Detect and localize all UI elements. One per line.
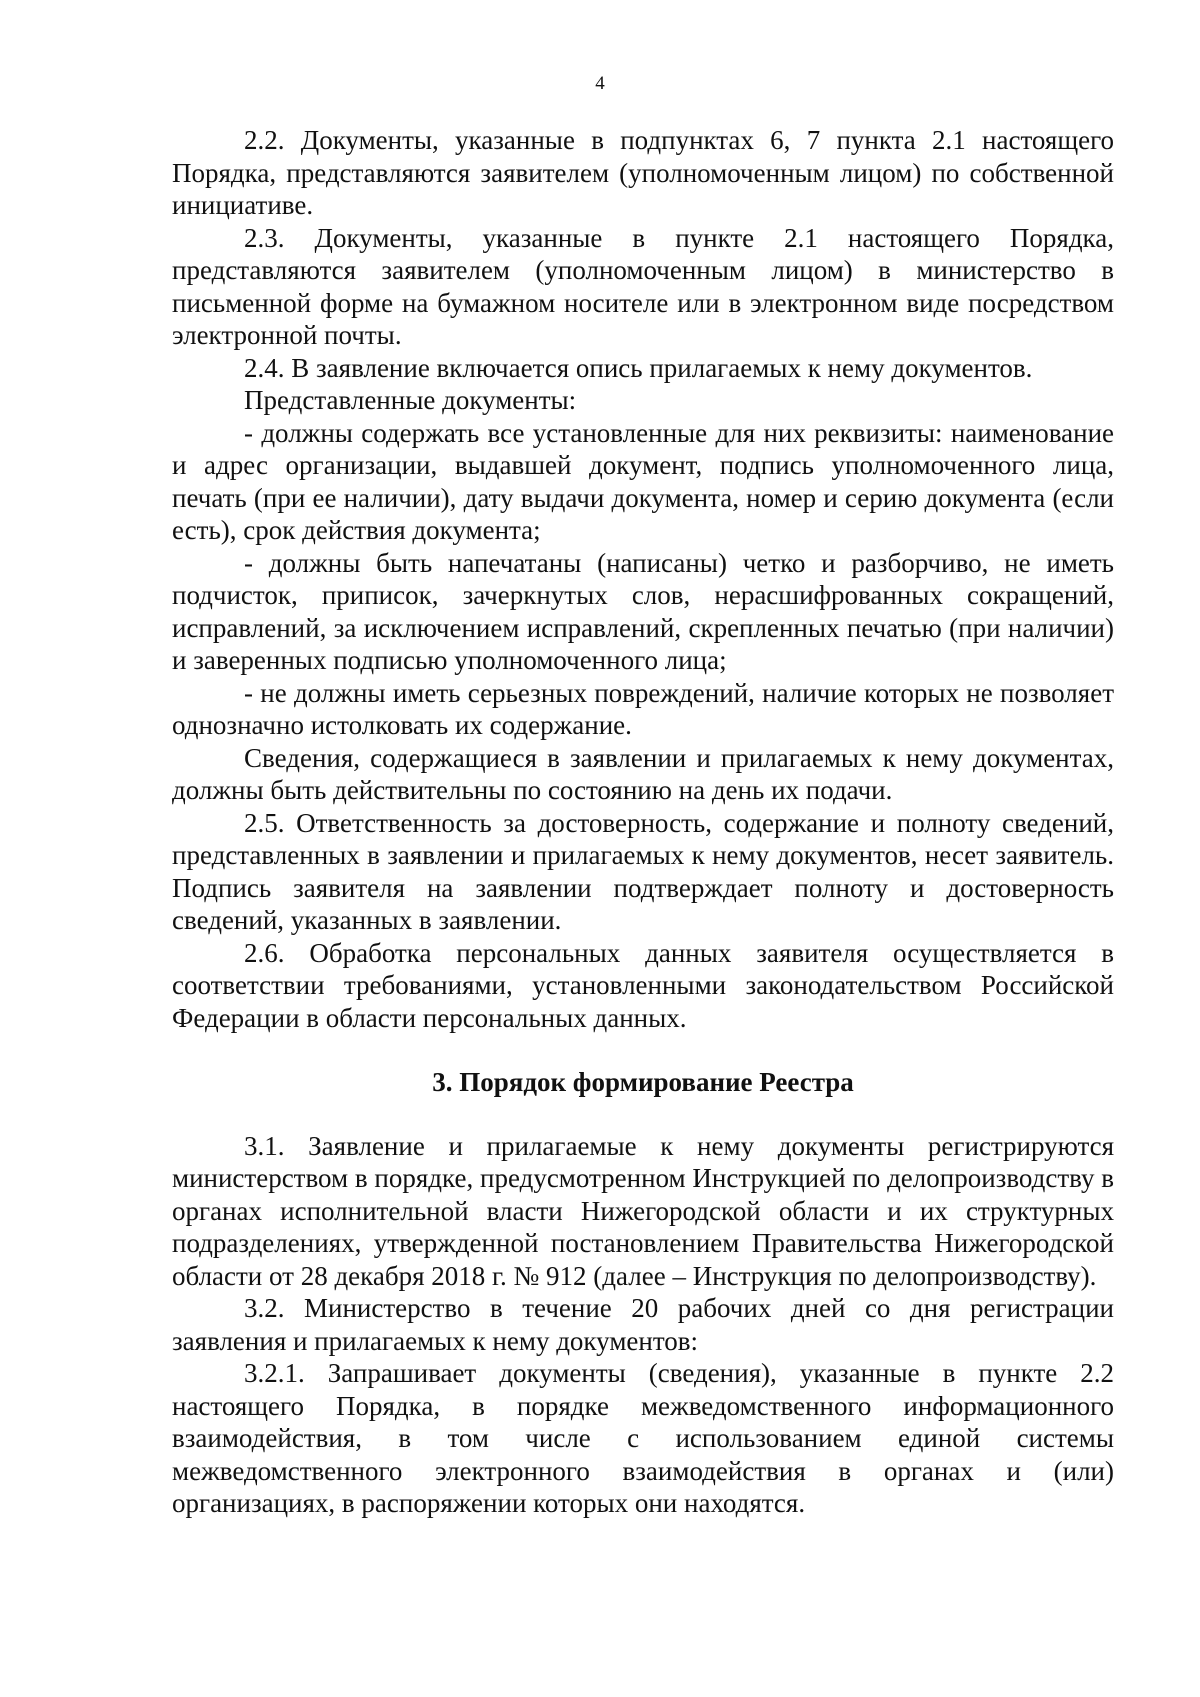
list-item-damage: - не должны иметь серьезных повреждений, наличие которых не позволяет однозначно истолковать их содержание.	[172, 677, 1114, 740]
paragraph-documents-intro: Представленные документы:	[244, 385, 577, 415]
section-heading: 3. Порядок формирование Реестра	[432, 1067, 854, 1097]
paragraph-2-5: 2.5. Ответственность за достоверность, содержание и полноту сведений, представленных в заявлении и прилагаемых к нему документов, несет заявитель. Подпись заявителя на заявлении подтверждает полноту и достоверность сведений, указанных в заявлении.	[172, 807, 1114, 935]
paragraph-3-1: 3.1. Заявление и прилагаемые к нему документы регистрируются министерством в порядке, предусмотренном Инструкцией по делопроизводству в органах исполнительной власти Нижегородской области и их структурных подразделениях, утвержденной постановлением Правительства Нижегородской области от 28 декабря 2018 г. № 912 (далее – Инструкция по делопроизводству).	[172, 1130, 1114, 1291]
list-item-legibility: - должны быть напечатаны (написаны) четко и разборчиво, не иметь подчисток, приписок, зачеркнутых слов, нерасшифрованных сокращений, исправлений, за исключением исправлений, скрепленных печатью (при наличии) и заверенных подписью уполномоченного лица;	[172, 547, 1114, 675]
paragraph-2-4: 2.4. В заявление включается опись прилагаемых к нему документов.	[244, 352, 1033, 383]
page-number: 4	[595, 73, 605, 94]
paragraph-3-2: 3.2. Министерство в течение 20 рабочих дней со дня регистрации заявления и прилагаемых к нему документов:	[172, 1293, 1114, 1356]
paragraph-2-6: 2.6. Обработка персональных данных заявителя осуществляется в соответствии требованиями, установленными законодательством Российской Федерации в области персональных данных.	[172, 937, 1114, 1033]
paragraph-2-3: 2.3. Документы, указанные в пункте 2.1 настоящего Порядка, представляются заявителем (уполномоченным лицом) в министерство в письменной форме на бумажном носителе или в электронном виде посредством электронной почты.	[172, 222, 1114, 350]
paragraph-3-2-1: 3.2.1. Запрашивает документы (сведения), указанные в пункте 2.2 настоящего Порядка, в порядке межведомственного информационного взаимодействия, в том числе с использованием единой системы межведомственного электронного взаимодействия в органах и (или) организациях, в распоряжении которых они находятся.	[172, 1358, 1114, 1518]
list-item-requisites: - должны содержать все установленные для них реквизиты: наименование и адрес организации, выдавшей документ, подпись уполномоченного лица, печать (при ее наличии), дату выдачи документа, номер и серию документа (если есть), срок действия документа;	[172, 417, 1114, 545]
paragraph-validity: Сведения, содержащиеся в заявлении и прилагаемых к нему документах, должны быть действительны по состоянию на день их подачи.	[172, 742, 1114, 805]
document-body	[172, 124, 1114, 1520]
paragraph-2-2: 2.2. Документы, указанные в подпунктах 6, 7 пункта 2.1 настоящего Порядка, представляются заявителем (уполномоченным лицом) по собственной инициативе.	[172, 125, 1114, 220]
